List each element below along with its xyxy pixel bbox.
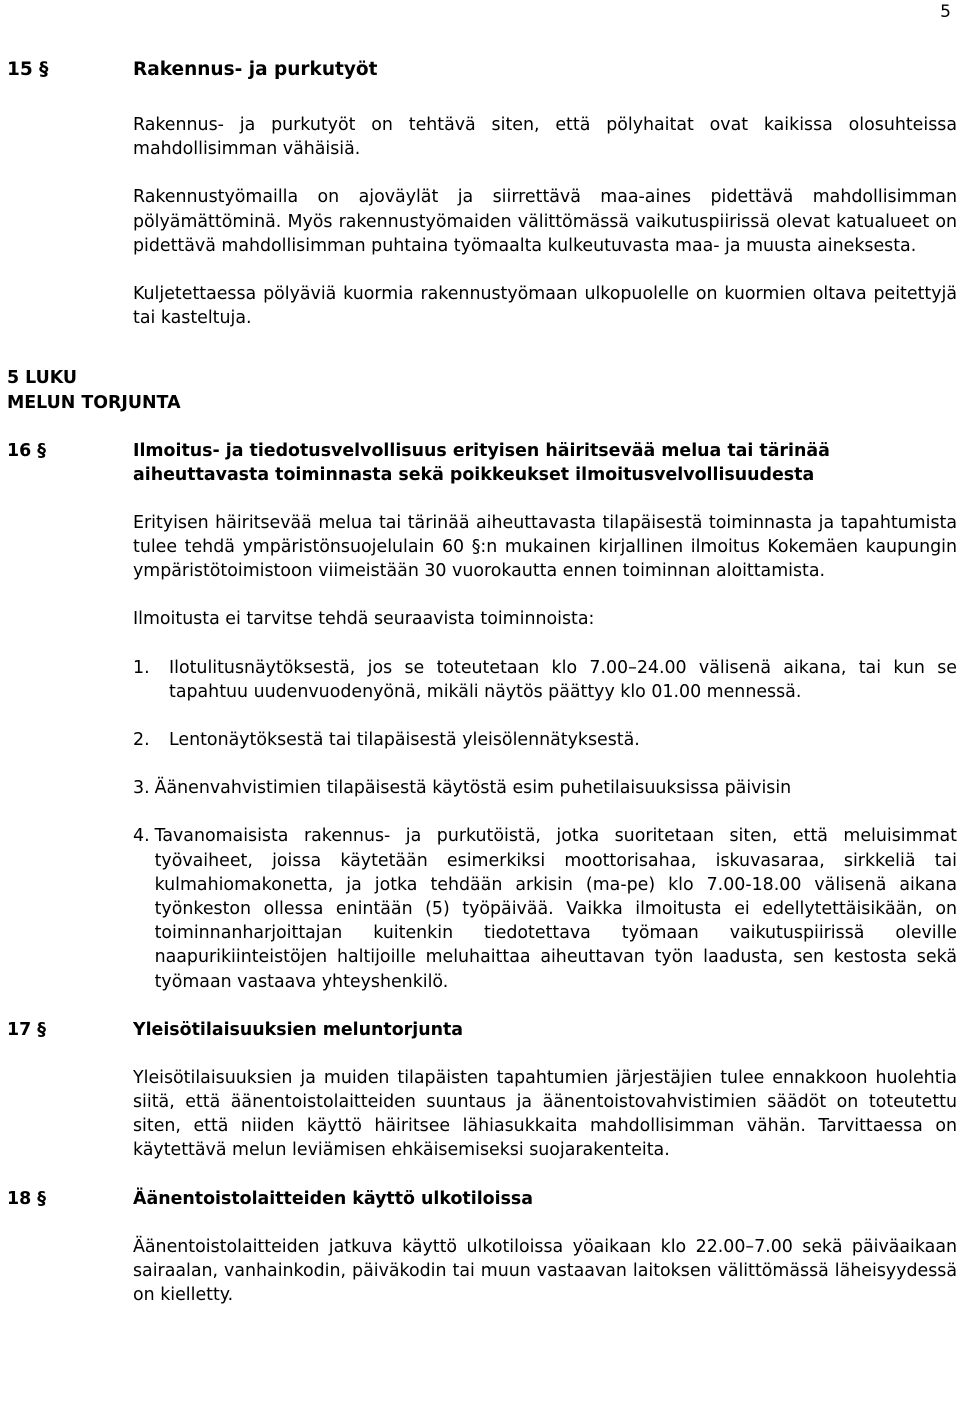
section-18-title: Äänentoistolaitteiden käyttö ulkotiloissa (133, 1188, 534, 1209)
list-item (133, 728, 957, 752)
section-17-heading (7, 1018, 957, 1042)
chapter-title: MELUN TORJUNTA (7, 392, 181, 413)
list-item-text: Äänenvahvistimien tilapäisestä käytöstä esim puhetilaisuuksissa päivisin (154, 778, 792, 799)
section-15-paragraph-3: Kuljetettaessa pölyäviä kuormia rakennustyömaan ulkopuolelle on kuormien oltava peitettyjä tai kasteltuja. (133, 284, 957, 329)
chapter-5-heading (7, 366, 957, 414)
document-page (7, 58, 957, 1307)
list-item-number: 1. (133, 657, 150, 678)
section-15-number: 15 § (7, 59, 49, 80)
section-15-title: Rakennus- ja purkutyöt (133, 59, 378, 80)
section-18-number: 18 § (7, 1188, 46, 1209)
section-16-heading (7, 439, 957, 487)
list-item-number: 2. (133, 730, 150, 751)
exemption-list (133, 656, 957, 994)
section-16-paragraph-1: Erityisen häiritsevää melua tai tärinää aiheuttavasta tilapäisestä toiminnasta ja tapahtumista tulee tehdä ympäristönsuojelulain 60 §:n mukainen kirjallinen ilmoitus Kokemäen kaupungin ympäristötoimistoon viimeistään 30 vuorokautta ennen toiminnan aloittamista. (133, 512, 957, 582)
section-15-paragraph-2: Rakennustyömailla on ajoväylät ja siirrettävä maa-aines pidettävä mahdollisimman pölyämättöminä. Myös rakennustyömaiden välittömässä vaikutuspiirissä olevat katualueet on pidettävä mahdollisimman puhtaina työmaalta kulkeutuvasta maa- ja muusta aineksesta. (133, 187, 957, 256)
list-item-text: Lentonäytöksestä tai tilapäisestä yleisölennätyksestä. (169, 730, 640, 751)
section-15-paragraph-1: Rakennus- ja purkutyöt on tehtävä siten, että pölyhaitat ovat kaikissa olosuhteissa mahdollisimman vähäisiä. (133, 115, 957, 160)
section-18-heading (7, 1187, 957, 1211)
section-17-paragraph-1: Yleisötilaisuuksien ja muiden tilapäisten tapahtumien järjestäjien tulee ennakkoon huolehtia siitä, että äänentoistolaitteiden suuntaus ja äänentoistovahvistimien säädöt on toteutettu siten, että niiden käyttö häiritsee lähiasukkaita mahdollisimman vähän. Tarvittaessa on käytettävä melun leviämisen ehkäisemiseksi suojarakenteita. (133, 1067, 957, 1161)
section-16-title: Ilmoitus- ja tiedotusvelvollisuus erityisen häiritsevää melua tai tärinää aiheuttavasta toiminnasta sekä poikkeukset ilmoitusvelvollisuudesta (133, 440, 830, 485)
page-number: 5 (940, 2, 951, 22)
section-17-title: Yleisötilaisuuksien meluntorjunta (133, 1019, 464, 1040)
list-item (133, 776, 957, 800)
list-item-text: Tavanomaisista rakennus- ja purkutöistä, jotka suoritetaan siten, että meluisimmat työvaiheet, joissa käytetään esimerkiksi moottorisahaa, iskuvasaraa, sirkkeliä tai kulmahiomakonetta, ja jotka tehdään arkisin (ma-pe) klo 7.00-18.00 välisenä aikana työnkeston ollessa enintään (5) työpäivää. Vaikka ilmoitusta ei edellytettäisikään, on toiminnanharjoittajan kuitenkin tiedotettava työmaan vaikutuspiirissä oleville naapurikiinteistöjen haltijoille meluhaittaa aiheuttavan työn laadusta, sen kestosta sekä työmaan vastaava yhteyshenkilö. (154, 826, 957, 992)
section-18-paragraph-1: Äänentoistolaitteiden jatkuva käyttö ulkotiloissa yöaikaan klo 22.00–7.00 sekä päiväaikaan sairaalan, vanhainkodin, päiväkodin tai muun vastaavan laitoksen välittömässä läheisyydessä on kielletty. (133, 1236, 957, 1306)
section-15-heading (7, 58, 957, 82)
section-16-paragraph-2: Ilmoitusta ei tarvitse tehdä seuraavista toiminnoista: (133, 609, 595, 630)
section-17-number: 17 § (7, 1019, 46, 1040)
section-16-number: 16 § (7, 440, 46, 461)
chapter-number: 5 LUKU (7, 368, 78, 389)
list-item-number: 4. (133, 826, 150, 847)
list-item-text: Ilotulitusnäytöksestä, jos se toteutetaan klo 7.00–24.00 välisenä aikana, tai kun se tapahtuu uudenvuodenyönä, mikäli näytös päättyy klo 01.00 mennessä. (169, 657, 957, 702)
list-item (133, 656, 957, 704)
list-item (133, 824, 957, 993)
list-item-number: 3. (133, 778, 150, 799)
